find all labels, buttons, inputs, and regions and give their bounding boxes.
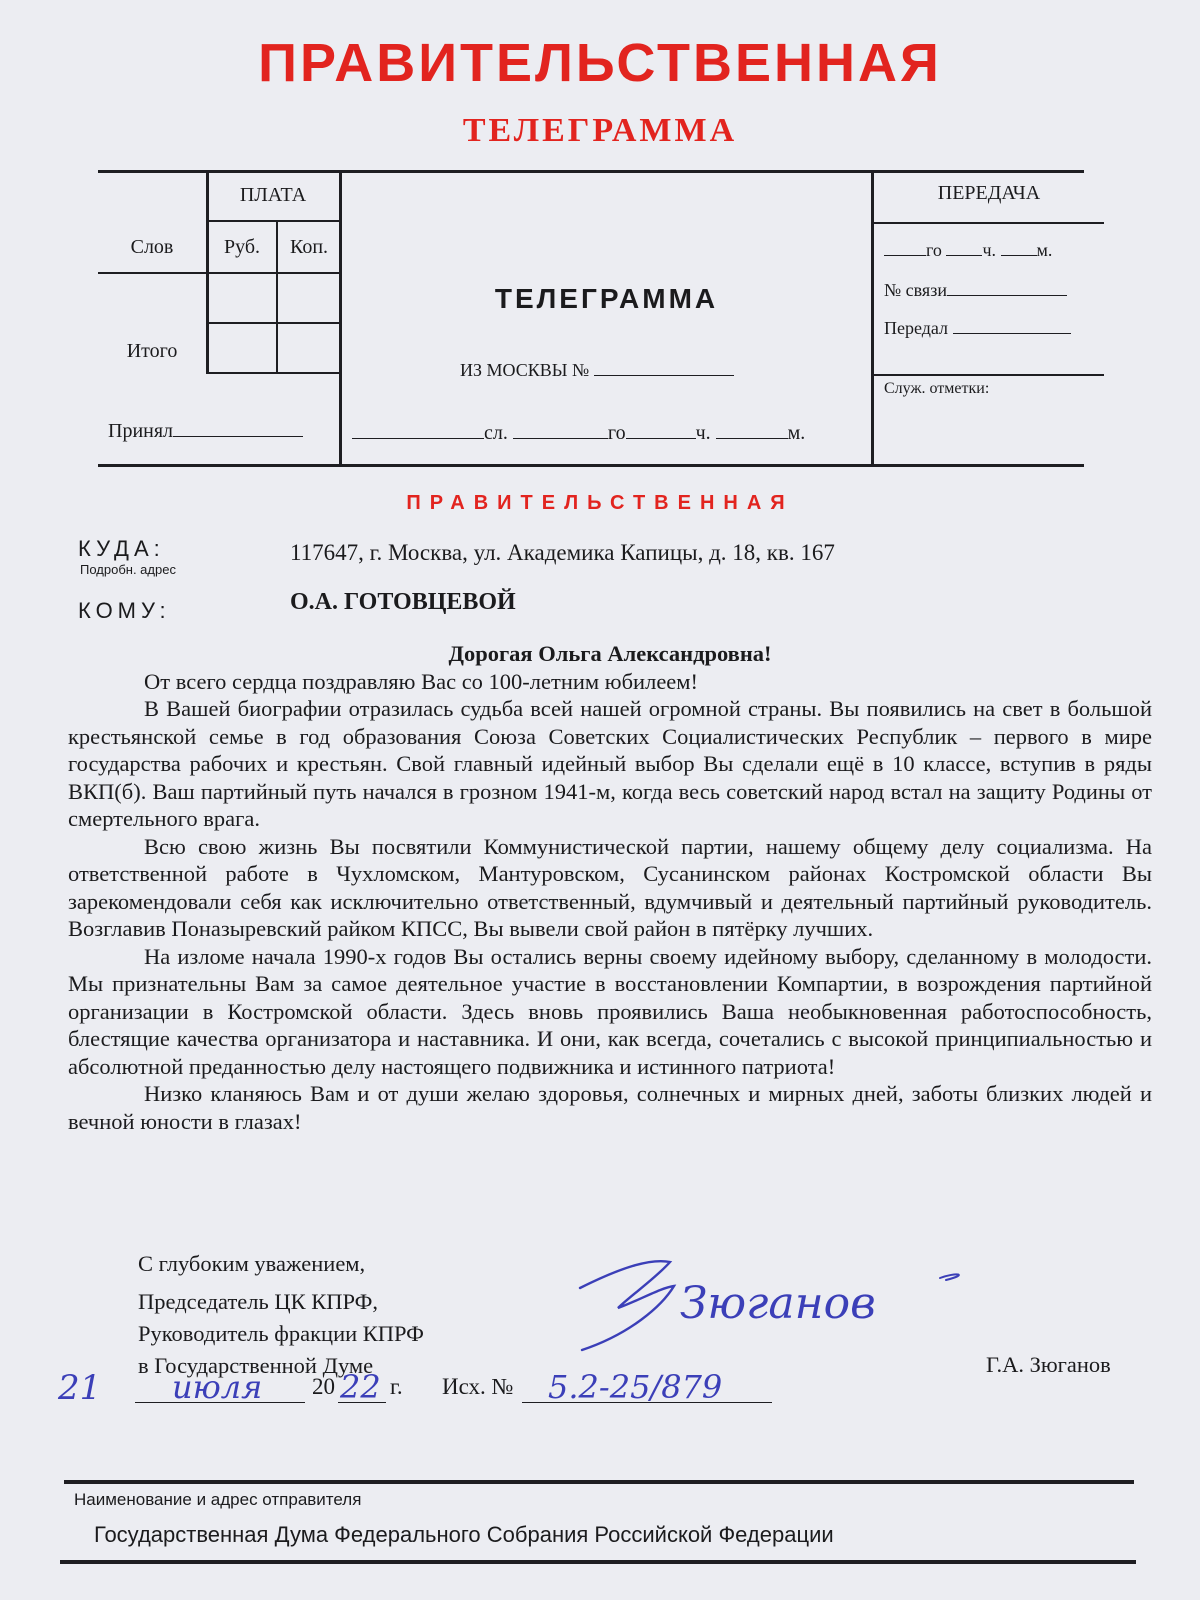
sender-label: Наименование и адрес отправителя (74, 1490, 362, 1509)
iz-moskvy-label: ИЗ МОСКВЫ № (460, 360, 590, 380)
go-label: го (607, 422, 626, 444)
komu-label: КОМУ: (78, 598, 171, 623)
peredacha-label: ПЕРЕДАЧА (937, 182, 1041, 204)
ish-label: Исх. № (442, 1374, 514, 1399)
paragraph-4: На изломе начала 1990-х годов Вы остались верны своему идейному выбору, сделанному в молодости. Мы признательны Вам за самое деятельное участие в восстановлении Компартии, в возрождения партийной организации в Костромской области. Здесь вновь проявились Ваша необыкновенная работоспособность, блестящие качества организатора и наставника. И они, как всегда, сочетались с высокой принципиальностью и абсолютной преданностью делу настоящего подвижника и истинного патриота! (68, 943, 1152, 1079)
podrobn-label: Подробн. адрес (80, 562, 176, 577)
peredal-label: Передал (884, 318, 949, 338)
form-center-right-border (871, 170, 874, 467)
date-g: г. (390, 1374, 403, 1399)
sluzh-label: Служ. отметки: (884, 380, 990, 397)
ch-label-right: ч. (982, 240, 996, 260)
telegram-form (0, 0, 1200, 480)
peredacha-underline (874, 222, 1104, 224)
date-year-prefix: 20 (312, 1374, 335, 1399)
ish-value: 5.2-25/879 (548, 1368, 723, 1406)
kop-label: Коп. (289, 236, 329, 258)
paragraph-2: В Вашей биографии отразилась судьба всей нашей огромной страны. Вы появились на свет в большой крестьянской семье в год образования Союза Советских Социалистических Республик – первого в мире государства рабочих и крестьян. Свой главный идейный выбор Вы сделали ещё в 10 классе, вступив в ряды ВКП(б). Ваш партийный путь начался в грозном 1941-м, когда весь советский народ встал на защиту Родины от смертельного врага. (68, 696, 1152, 831)
telegram-center-title: ТЕЛЕГРАММА (494, 283, 719, 314)
letter-body (68, 640, 1152, 1135)
footer-bottom-line (60, 1560, 1136, 1564)
kuda-value: 117647, г. Москва, ул. Академика Капицы, д. 18, кв. 167 (290, 540, 835, 565)
red-banner: ПРАВИТЕЛЬСТВЕННАЯ (406, 492, 794, 514)
iz-moskvy-field (460, 360, 734, 381)
ch-label: ч. (695, 422, 711, 444)
handwritten-signature (560, 1248, 980, 1358)
kuda-label: КУДА: (78, 536, 165, 561)
plata-label: ПЛАТА (239, 184, 307, 206)
paragraph-1: От всего сердца поздравляю Вас со 100-летним юбилеем! (144, 668, 699, 694)
komu-value: О.А. ГОТОВЦЕВОЙ (290, 589, 516, 615)
regards-line: С глубоким уважением, (138, 1251, 366, 1276)
footer-top-line (64, 1480, 1134, 1484)
svyaz-label: № связи (884, 280, 947, 300)
date-year-suffix: 22 (340, 1368, 381, 1406)
words-time-field (352, 422, 805, 445)
grid-hline-row (206, 322, 340, 324)
signatory-name: Г.А. Зюганов (986, 1352, 1111, 1377)
go-label-right: го (926, 240, 942, 260)
date-day: 21 (58, 1368, 102, 1408)
grid-hline-total (206, 372, 340, 374)
grid-hline-plata (206, 220, 340, 222)
position-line-3: в Государственной Думе (138, 1353, 374, 1378)
position-line-1: Председатель ЦК КПРФ, (138, 1289, 379, 1314)
signature-script-text: Зюганов (680, 1278, 876, 1329)
m-label-right: м. (1036, 240, 1053, 260)
peredal-field (884, 318, 1071, 339)
prinyal-field (108, 420, 303, 443)
itogo-label: Итого (126, 340, 178, 362)
position-line-2: Руководитель фракции КПРФ (138, 1321, 424, 1346)
slov-label: Слов (130, 236, 174, 258)
svyaz-field (884, 280, 1067, 301)
prinyal-label: Принял (108, 420, 174, 442)
form-bottom-border (98, 464, 1084, 467)
sl-label: сл. (484, 422, 508, 444)
sluzh-topline (874, 374, 1104, 376)
date-month: июля (172, 1368, 263, 1406)
greeting: Дорогая Ольга Александровна! (448, 641, 772, 666)
signature-block (138, 1248, 424, 1382)
grid-hline-header (98, 272, 340, 274)
form-center-left-border (339, 170, 342, 467)
sender-value: Государственная Дума Федерального Собрания Российской Федерации (94, 1522, 834, 1547)
paragraph-3: Всю свою жизнь Вы посвятили Коммунистической партии, нашему общему делу социализма. На ответственной работе в Чухломском, Мантуровском, Сусанинском районах Костромской области Вы зарекомендовали себя как исключительно ответственный, вдумчивый и деятельный партийный руководитель. Возглавив Поназыревский райком КПСС, Вы вывели свой район в пятёрку лучших. (68, 833, 1152, 941)
paragraph-5: Низко кланяюсь Вам и от души желаю здоровья, солнечных и мирных дней, заботы близких людей и вечной юности в глазах! (68, 1081, 1152, 1134)
rub-label: Руб. (223, 236, 261, 258)
document-title: ПРАВИТЕЛЬСТВЕННАЯ (258, 33, 942, 93)
document-subtitle: ТЕЛЕГРАММА (462, 112, 738, 149)
time-field (884, 240, 1052, 261)
m-label: м. (787, 422, 806, 444)
form-top-border (98, 170, 1084, 173)
